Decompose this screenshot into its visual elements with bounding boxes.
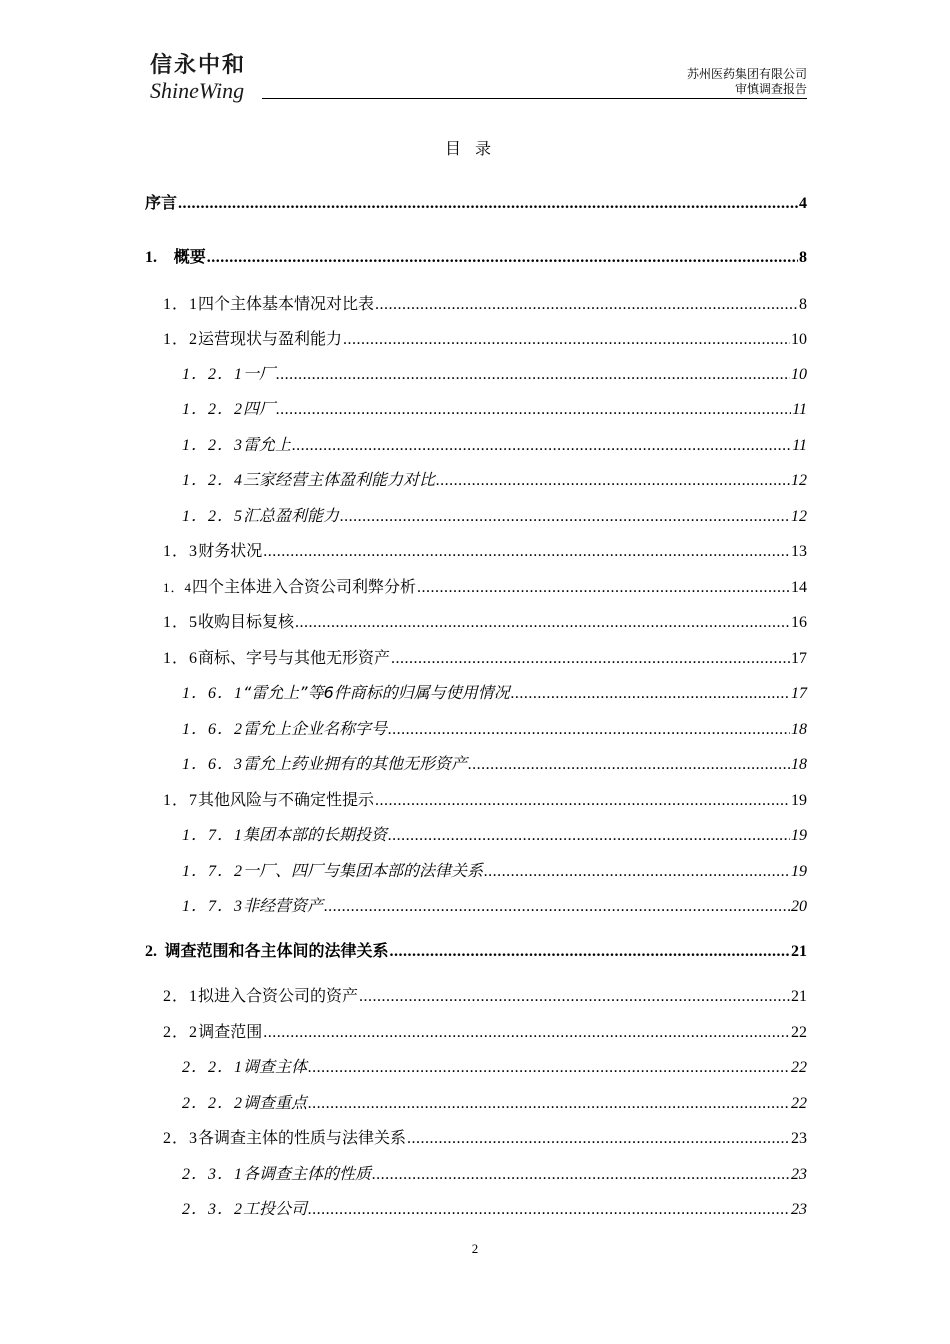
toc-entry-label: 四厂	[243, 399, 276, 418]
toc-entry-number: 1．6．3	[182, 756, 244, 773]
toc-dot-leader	[511, 685, 790, 703]
toc-dot-leader	[207, 249, 798, 267]
toc-dot-leader	[468, 756, 790, 774]
toc-entry-number: 2．2	[163, 1024, 199, 1041]
toc-entry-page: 12	[791, 508, 807, 525]
toc-entry[interactable]	[163, 1019, 807, 1042]
toc-entry-page: 21	[791, 943, 807, 960]
toc-entry-label: 调查范围和各主体间的法律关系	[164, 941, 389, 960]
toc-dot-leader	[324, 898, 790, 916]
logo-chinese-text: 信永中和	[150, 52, 247, 78]
toc-entry-page: 8	[799, 249, 807, 266]
toc-entry-page: 22	[791, 1095, 807, 1112]
toc-entry[interactable]	[182, 1090, 807, 1113]
page-number: 2	[471, 1241, 479, 1256]
toc-title: 目录	[444, 139, 505, 158]
toc-entry-label: 工投公司	[243, 1199, 308, 1218]
toc-entry-label: 三家经营主体盈利能力对比	[243, 470, 436, 489]
toc-entry[interactable]	[182, 467, 807, 490]
toc-entry-number: 1．6．2	[182, 721, 244, 738]
toc-dot-leader	[308, 1095, 790, 1113]
toc-entry-label: 汇总盈利能力	[243, 506, 340, 525]
toc-entry-number: 1．2．2	[182, 401, 244, 418]
toc-entry[interactable]	[145, 244, 807, 267]
toc-entry-page: 17	[791, 685, 807, 702]
toc-entry-page: 20	[791, 898, 807, 915]
toc-entry-number: 1．2．5	[182, 508, 244, 525]
toc-entry-number: 1．7．2	[182, 863, 244, 880]
toc-entry-number: 1．7	[163, 792, 199, 809]
toc-entry-page: 11	[792, 401, 807, 418]
toc-dot-leader	[436, 472, 790, 490]
toc-entry-number: 1．2．3	[182, 437, 244, 454]
toc-entry-page: 17	[791, 650, 807, 667]
toc-entry[interactable]	[182, 396, 807, 419]
header-report-name: 审慎调查报告	[734, 82, 807, 96]
toc-entry-label: 一厂	[243, 364, 276, 383]
toc-entry-label: 雷允上企业名称字号	[243, 719, 388, 738]
toc-entry-page: 13	[791, 543, 807, 560]
toc-entry[interactable]	[163, 538, 807, 561]
toc-entry-page: 19	[791, 827, 807, 844]
toc-entry-label: 言	[161, 193, 178, 212]
toc-entry-label: 一厂、四厂与集团本部的法律关系	[243, 861, 484, 880]
toc-entry-label: 运营现状与盈利能力	[198, 329, 343, 348]
toc-entry-page: 23	[791, 1166, 807, 1183]
toc-entry-label: 集团本部的长期投资	[243, 825, 388, 844]
toc-entry[interactable]	[145, 190, 807, 213]
toc-dot-leader	[308, 1059, 790, 1077]
toc-entry[interactable]	[182, 751, 807, 774]
toc-entry-number: 1．6．1	[182, 685, 244, 702]
toc-entry-label: 雷允上	[243, 435, 292, 454]
toc-dot-leader	[276, 366, 790, 384]
toc-entry[interactable]	[182, 893, 807, 916]
toc-entry-number: 2．3	[163, 1130, 199, 1147]
toc-entry-page: 19	[791, 863, 807, 880]
toc-dot-leader	[308, 1201, 790, 1219]
toc-entry-label: 财务状况	[198, 541, 263, 560]
toc-entry-label: 调查范围	[198, 1022, 263, 1041]
toc-entry-number: 1．6	[163, 650, 199, 667]
toc-entry-number: 2．2．1	[182, 1059, 244, 1076]
toc-dot-leader	[295, 614, 790, 632]
toc-entry-page: 14	[791, 579, 807, 596]
toc-entry-label: 其他风险与不确定性提示	[198, 790, 375, 809]
toc-entry-number: 1．2．4	[182, 472, 244, 489]
toc-dot-leader	[292, 437, 791, 455]
toc-entry-label: 商标、字号与其他无形资产	[198, 648, 391, 667]
toc-entry-page: 8	[799, 296, 807, 313]
toc-entry-page: 16	[791, 614, 807, 631]
toc-entry[interactable]	[163, 645, 807, 668]
toc-entry[interactable]	[182, 432, 807, 455]
toc-entry-label: “雷允上”等6件商标的归属与使用情况	[243, 683, 510, 702]
toc-dot-leader	[276, 401, 791, 419]
toc-dot-leader	[263, 1024, 790, 1042]
toc-entry-page: 22	[791, 1059, 807, 1076]
toc-entry-label: 四个主体基本情况对比表	[198, 294, 375, 313]
toc-dot-leader	[340, 508, 790, 526]
toc-entry[interactable]	[182, 503, 807, 526]
toc-entry[interactable]	[163, 983, 807, 1006]
toc-entry[interactable]	[163, 609, 807, 632]
logo-english-text: ShineWing	[150, 78, 245, 103]
toc-entry-page: 11	[792, 437, 807, 454]
toc-dot-leader	[263, 543, 790, 561]
toc-dot-leader	[407, 1130, 790, 1148]
toc-dot-leader	[391, 650, 790, 668]
toc-entry-number: 2.	[145, 943, 157, 960]
toc-entry[interactable]	[182, 1054, 807, 1077]
toc-entry[interactable]	[182, 858, 807, 881]
toc-entry-number: 1．7．3	[182, 898, 244, 915]
toc-entry[interactable]	[182, 822, 807, 845]
toc-entry-page: 19	[791, 792, 807, 809]
toc-entry-label: 雷允上药业拥有的其他无形资产	[243, 754, 468, 773]
toc-entry-page: 4	[799, 195, 807, 212]
toc-entry[interactable]	[163, 787, 807, 810]
toc-entry-label: 各调查主体的性质	[243, 1164, 372, 1183]
toc-entry-label: 概要	[173, 247, 206, 266]
toc-entry-page: 10	[791, 366, 807, 383]
toc-dot-leader	[375, 296, 798, 314]
toc-entry-page: 23	[791, 1130, 807, 1147]
toc-entry-page: 12	[791, 472, 807, 489]
toc-dot-leader	[359, 988, 790, 1006]
toc-entry[interactable]	[163, 574, 807, 597]
toc-entry-label: 调查主体	[243, 1057, 308, 1076]
toc-entry-number: 1．4	[163, 580, 193, 595]
toc-entry[interactable]	[145, 938, 807, 961]
toc-entry[interactable]	[182, 361, 807, 384]
toc-entry-page: 10	[791, 331, 807, 348]
toc-dot-leader	[484, 863, 790, 881]
toc-entry-number: 1．5	[163, 614, 199, 631]
toc-entry-label: 四个主体进入合资公司利弊分析	[192, 577, 417, 596]
toc-dot-leader	[388, 827, 790, 845]
toc-entry-number: 1.	[145, 249, 157, 266]
toc-entry-label: 调查重点	[243, 1093, 308, 1112]
toc-dot-leader	[388, 721, 790, 739]
toc-dot-leader	[343, 331, 790, 349]
toc-entry-label: 拟进入合资公司的资产	[198, 986, 359, 1005]
toc-entry-number: 2．1	[163, 988, 199, 1005]
toc-entry[interactable]	[182, 716, 807, 739]
toc-entry-page: 23	[791, 1201, 807, 1218]
toc-entry-number: 2．3．1	[182, 1166, 244, 1183]
toc-entry[interactable]	[163, 291, 807, 314]
toc-entry-label: 非经营资产	[243, 896, 324, 915]
toc-dot-leader	[417, 579, 790, 597]
toc-dot-leader	[375, 792, 790, 810]
toc-dot-leader	[372, 1166, 790, 1184]
toc-entry-page: 22	[791, 1024, 807, 1041]
toc-entry-number: 1．7．1	[182, 827, 244, 844]
toc-dot-leader	[178, 195, 798, 213]
toc-entry-number: 1．1	[163, 296, 199, 313]
toc-entry-label: 各调查主体的性质与法律关系	[198, 1128, 407, 1147]
toc-entry[interactable]	[163, 1125, 807, 1148]
header-company-name: 苏州医药集团有限公司	[686, 67, 807, 81]
toc-entry-label: 收购目标复核	[198, 612, 295, 631]
toc-entry[interactable]	[182, 1196, 807, 1219]
toc-entry-number: 1．2．1	[182, 366, 244, 383]
toc-entry-page: 18	[791, 756, 807, 773]
toc-entry-number: 2．2．2	[182, 1095, 244, 1112]
toc-entry-page: 21	[791, 988, 807, 1005]
toc-entry-number: 1．3	[163, 543, 199, 560]
toc-entry[interactable]	[182, 1161, 807, 1184]
toc-entry[interactable]	[182, 680, 807, 703]
toc-entry[interactable]	[163, 326, 807, 349]
toc-entry-number: 2．3．2	[182, 1201, 244, 1218]
toc-entry-number: 序	[145, 195, 162, 212]
toc-entry-page: 18	[791, 721, 807, 738]
toc-dot-leader	[389, 943, 790, 961]
toc-entry-number: 1．2	[163, 331, 199, 348]
